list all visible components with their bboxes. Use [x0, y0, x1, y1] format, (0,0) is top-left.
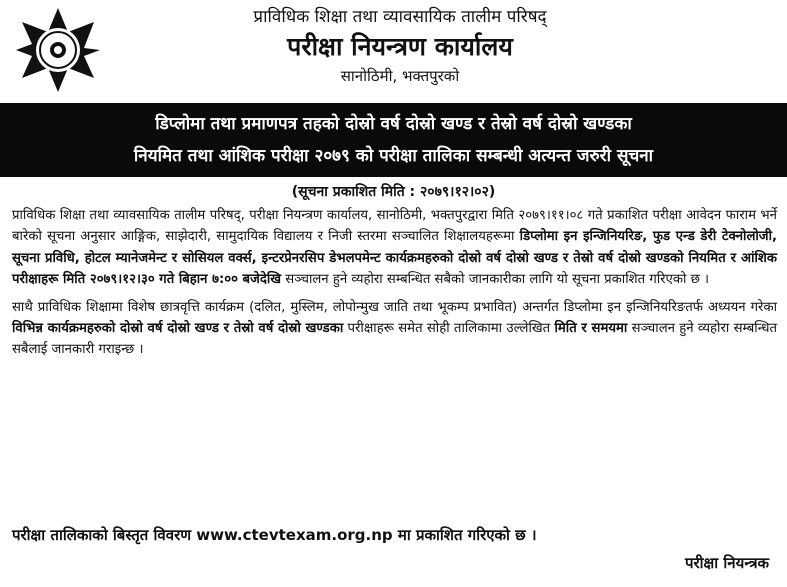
office-location: सानोठिमी, भक्तपुरको	[340, 67, 460, 85]
publication-date: (सूचना प्रकाशित मिति : २०७९।१२।०२)	[291, 184, 496, 200]
office-name: परीक्षा नियन्त्रण कार्यालय	[287, 32, 513, 61]
paragraph-2-text-1: साथै प्राविधिक शिक्षामा विशेष छात्रवृत्ति कार्यक्रम (दलित, मुस्लिम, लोपोन्मुख जाति तथा भूकम्प प्रभावित) अन्तर्गत डिप्लोमा इन इन्जिनियरिङतर्फ अध्ययन गरेका	[12, 299, 777, 315]
ctevt-emblem-icon	[14, 6, 102, 94]
website-notice: परीक्षा तालिकाको बिस्तृत विवरण www.ctevtexam.org.np मा प्रकाशित गरिएको छ ।	[12, 526, 537, 544]
paragraph-2	[12, 297, 777, 361]
notice-body	[12, 205, 777, 367]
organization-name: प्राविधिक शिक्षा तथा व्यावसायिक तालीम परिषद्	[253, 7, 547, 27]
paragraph-1-bold-1: डिप्लोमा इन इन्जिनियरिङ, फुड एन्ड डेरी टेक्नोलोजी, सूचना प्रविधि, होटल म्यानेजमेन्ट र सोसियल वर्क्स, इन्टरप्रेनरसिप डेभलपमेन्ट कार्यक्रमहरुको दोस्रो वर्ष दोस्रो खण्ड र तेस्रो वर्ष दोस्रो खण्डको नियमित र आंशिक परीक्षाहरू मिति २०७९।१२।३० गते बिहान ७:०० बजेदेखि	[12, 229, 778, 288]
paragraph-2-bold-2: मिति र समयमा	[554, 321, 628, 337]
paragraph-2-text-2: परीक्षाहरू समेत सोही तालिकामा उल्लेखित	[343, 321, 555, 337]
paragraph-1	[12, 205, 777, 291]
paragraph-2-bold-1: विभिन्न कार्यक्रमहरुको दोस्रो वर्ष दोस्रो खण्ड र तेस्रो वर्ष दोस्रो खण्डका	[12, 321, 344, 337]
paragraph-1-text-1: प्राविधिक शिक्षा तथा व्यावसायिक तालीम परिषद्, परीक्षा नियन्त्रण कार्यालय, सानोठिमी, भक्तपुरद्वारा मिति २०७९।११।०८ गते प्रकाशित परीक्षा आवेदन फाराम भर्ने बारेको सूचना अनुसार आङ्गिक, साझेदारी, सामुदायिक विद्यालय र निजी स्तरमा सञ्चालित शिक्षालयहरूमा	[12, 208, 777, 245]
notice-header	[0, 0, 787, 100]
paragraph-2-text-3: सञ्चालन हुने व्यहोरा सम्बन्धित सबैलाई जानकारी गराइन्छ ।	[12, 321, 777, 358]
notice-title-line-1: डिप्लोमा तथा प्रमाणपत्र तहको दोस्रो वर्ष दोस्रो खण्ड र तेस्रो वर्ष दोस्रो खण्डका	[155, 114, 632, 134]
signature: परीक्षा नियन्त्रक	[685, 554, 769, 572]
notice-title-banner	[0, 103, 787, 177]
notice-title-line-2: नियमित तथा आंशिक परीक्षा २०७९ को परीक्षा तालिका सम्बन्धी अत्यन्त जरुरी सूचना	[133, 146, 654, 166]
paragraph-1-text-2: सञ्चालन हुने व्यहोरा सम्बन्धित सबैको जानकारीका लागि यो सूचना प्रकाशित गरिएको छ ।	[281, 272, 710, 288]
